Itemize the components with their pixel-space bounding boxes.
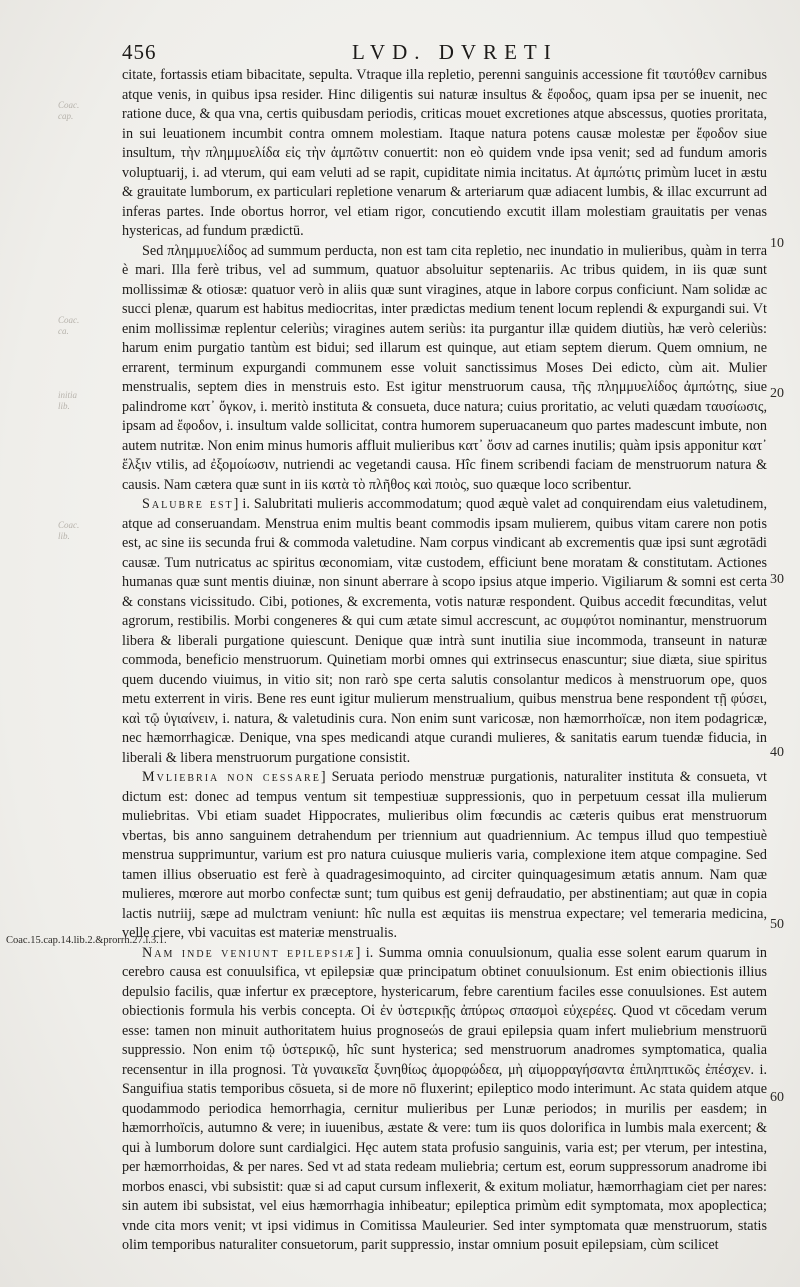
paragraph [122, 242, 767, 496]
paragraph-text: ] i. Summa omnia conuulsionum, qualia esse solent earum quarum in cerebro causa est conuulsifica, vt epilepsiæ quæ principatum obtinet conuulsionum. Est enim obiectionis illius depulsio facilis, quæ infertur ex præceptore, hystericarum, febre carentium faciles esse conuulsiones. Est autem obiectionis formula his verbis concepta. Οἱ ἐν ὑστερικῇς ἀπύρως σπασμοὶ εὐχερέες. Quod vt cōcedam verum esse: tamen non minuit authoritatem huius prognoseώs de graui epilepsia quam infert muliebrium menstruorū suppressio. Non enim τῷ ὑστερικῷ, hîc sunt hysterica; sed menstruorum anadromes symptomatica, qualia recensentur in illa prognosi. Τὰ γυναικεῖα ξυνηθίως ἀμορφώδεα, μὴ αἱμορραγήσαντα ἐπιληπτικῶς ἐπέσχεν. i. Sanguifiua statis temporibus cōsueta, si de more nō fluxerint; epileptico modo interimunt. Ac stata quidem atque quodammodo periodica hemorrhagia, cernitur mulieribus per Lunæ periodos; in murilis per easdem; in hæmorrhoïcis, autumno & vere; in iuuenibus, æstate & vere: tum iis quos dolorifica in lumbis mala exercent; & qui à lumborum dolore sunt cardialgici. Hęc autem stata profusio sanguinis, varia est; per vterum, per intestina, per hæmorrhoidas, & per nares. Sed vt ad stata redeam muliebria; certum est, eorum suppressorum anadrome ibi morbos enasci, vbi subsistit: quæ si ad caput cursum inflexerit, & exitum moliatur, hæmorrhagiam ciet per nares: sin autem ibi subsistat, vel eius hæmorrhagia inhibeatur; epileptica primùm edit symptomata, mox apoplectica; vnde cita mors venit; vt ipsi vidimus in Comitissa Mauleurier. Sed inter symptomata quæ menstruorum, statis olim temporibus naturaliter consuetorum, parit suppressio, instar omnium posuit epilepsiam, cùm scilicet [122, 944, 767, 1253]
page-number: 456 [122, 40, 157, 64]
margin-line-number: 30 [770, 572, 784, 587]
paragraph [122, 495, 767, 768]
running-title: LVD. DVRETI [352, 40, 558, 64]
margin-line-number: 50 [770, 917, 784, 932]
paragraph-text: citate, fortassis etiam bibacitate, sepulta. Vtraque illa repletio, perenni sanguinis accessione fit ταυτόθεν carnibus atque venis, in quibus ipsa resider. Hinc diligentis sui naturæ insultus & ἔφοδος, quam ipsa per se inuenit, nec ratione duce, & qua vna, certis quibusdam periodis, criticas mouet excretiones atque abscessus, quoties proritata, in sui leuationem incumbit contra omnem molestiam. Itaque natura potens causæ molestæ per ἔφοδον siue insultum, τὴν πλημμυελίδα εἰς τὴν ἀμπῶτιν conuertit: non eò quidem vnde ipsa venit; sed ad fundum amoris voluptuarij, i. ad vterum, qui eam veluti ad se rapit, cupiditate nimia incitatus. At ἀμπώτις primùm lucet in æstu & grauitate lumborum, ex particulari repletione venarum & arteriarum quæ adiacent lumbis, & illac excurrunt ad inferas partes. Inde obortus horror, vel etiam rigor, concutiendo excutit illam molestiam grauitatis per venas hystericas, ad fundum prædictū. [122, 67, 767, 239]
paragraph [122, 768, 767, 944]
show-through-mark: initia lib. [58, 390, 78, 411]
show-through-mark: Coac. ca. [58, 315, 80, 336]
body-text [122, 66, 767, 1256]
paragraph-lemma: Mvliebria non cessare [142, 769, 321, 785]
margin-line-number: 60 [770, 1090, 784, 1105]
paragraph-text: Sed πλημμυελίδος ad summum perducta, non est tam cita repletio, nec inundatio in mulieribus, quàm in terra è mari. Illa ferè tribus, vel ad summum, quatuor absoluitur septenariis. Ac tribus quidem, in iis quæ sunt mollissimæ & otiosæ: quatuor verò in aliis quæ sunt viragines, atque in labore corpus conficiunt. Nam solidæ ac succi plenæ, quarum est habitus mediocritas, inter prædictas medium tenent locum replendi & expurgandi sui. Vt enim mollissimæ replentur celeriùs; viragines autem seriùs: ita purgantur illæ quidem diutiùs, hæ verò celeriùs: harum enim purgatio tantùm est bidui; sed illarum est quinque, aut etiam septem dierum. Quem omnium, ne errarent, terminum expurgandi communem esse voluit sanctissimus Moses Dei edicto, cùm ait. Mulier menstrualis, septem dies in menstruis esto. Est igitur menstruorum causa, τῆς πλημμυελίδος ἀμπώτης, siue palindrome κατ᾽ ὄγκον, i. meritò instituta & consueta, duce natura; cuius proritatio, ac veluti quædam ταυσίωσις, ipsam ad ἔφοδον, i. insultum valde sollicitat, contra humorem superuacaneum quo partes madescunt imbute, non autem nutritæ. Non enim minus humoris affluit mulieribus κατ᾽ ὄσιν ad carnes inutilis; quàm ipsis apponitur κατ᾽ ἕλξιν vtilis, ad ἐξομοίωσιν, nutriendi ac vegetandi causa. Hîc finem scribendi faciam de menstruorum natura & causis. Nam cætera quæ sunt in iis κατὰ τὸ πλῆθος καὶ ποιὸς, suo quæque loco scribentur. [122, 242, 767, 493]
paragraph [122, 944, 767, 1256]
margin-line-number: 20 [770, 386, 784, 401]
paragraph-text: ] Seruata periodo menstruæ purgationis, naturaliter instituta & consueta, vt dictum est: donec ad tempus ventum sit tempestiuæ suppressionis, quo in perpetuum cessat illa mulierum muliebritas. Vbi etiam suadet Hippocrates, mulieribus olim fœcundis ac cæteris quibus erat menstruorum vbertas, bis anno sanguinem detrahendum per triennium aut quadriennium. Ac tempus illud quo tempestiuè menstrua supprimuntur, varium est pro natura cuiusque mulieris varia, complexione item atque compagine. Sed tamen illius obseruatio est ferè à quadragesimoquinto, ad circiter quinquagesimum ætatis annum. Nam quæ mulieres, mœrore aut morbo confectæ sunt; tum quibus est genij defraudatio, per abstinentiam; aut quæ in copia lactis nutriij, sæpe ad mulctram veniunt: hîc nulla est æquitas iis menstrua expectare; vel temeraria medicina, velle ciere, vbi vacuitas est materiæ menstrualis. [122, 769, 767, 941]
margin-line-number: 40 [770, 745, 784, 760]
running-header [122, 38, 742, 68]
paragraph-lemma: Nam inde veniunt epilepsiæ [142, 944, 356, 961]
show-through-mark: Coac. cap. [58, 100, 80, 121]
show-through-mark: Coac. lib. [58, 520, 80, 541]
paragraph [122, 66, 767, 242]
margin-line-number: 10 [770, 236, 784, 251]
margin-reference: Coac.15.cap.14.lib.2.&prorrh.27.l.3.1. [6, 935, 167, 946]
paragraph-lemma: Salubre est [142, 496, 234, 512]
paragraph-text: ] i. Salubritati mulieris accommodatum; quod æquè valet ad conquirendam eius valetudinem, atque ad conseruandam. Menstrua enim multis beant commodis ipsam mulierem, quibus vitam carere non potis est, ac sine iis secunda frui & commoda valetudine. Nam corpus vindicant ab excrementis quæ ipsi sunt ægrotādi causæ. Tum nutricatus ac spiritus œconomiam, vitæ custodem, efficiunt bene moratam & constitutam. Actiones humanas quæ sunt mentis diuinæ, non sinunt aberrare à scopo ipsius atque imperio. Vigiliarum & somni est certa & constans vicissitudo. Cibi, potiones, & excrementa, votis naturæ respondent. Quibus accedit fœcunditas, velut agrorum, restibilis. Morbi congeneres & qui cum ætate simul accrescunt, ac συμφύτοι nominantur, menstruorum libera & liberali purgatione quiescunt. Denique quæ intrà sunt inutilia siue incommoda, transeunt in naturæ commoda, beneficio menstruorum. Quinetiam morbi omnes qui extrinsecus enascuntur; siue diæta, siue spiritus quem ducendo viuimus, in vitio sit; non rarò spe certa salutis consolantur medicos à menstruorum ope, quos metu exterrent in viris. Bene res eunt igitur mulierum menstrualium, quibus menstrua bene respondent τῇ φύσει, καὶ τῷ ὑγιαίνειν, i. natura, & valetudinis cura. Non enim sunt varicosæ, non hæmorrhoïcæ, non item podagricæ, nec hæmorrhagicæ. Denique, vna spes medicandi atque curandi mulieres, & sanitatis earum tuendæ fiducia, in liberali & libera menstruorum purgatione consistit. [122, 496, 767, 766]
